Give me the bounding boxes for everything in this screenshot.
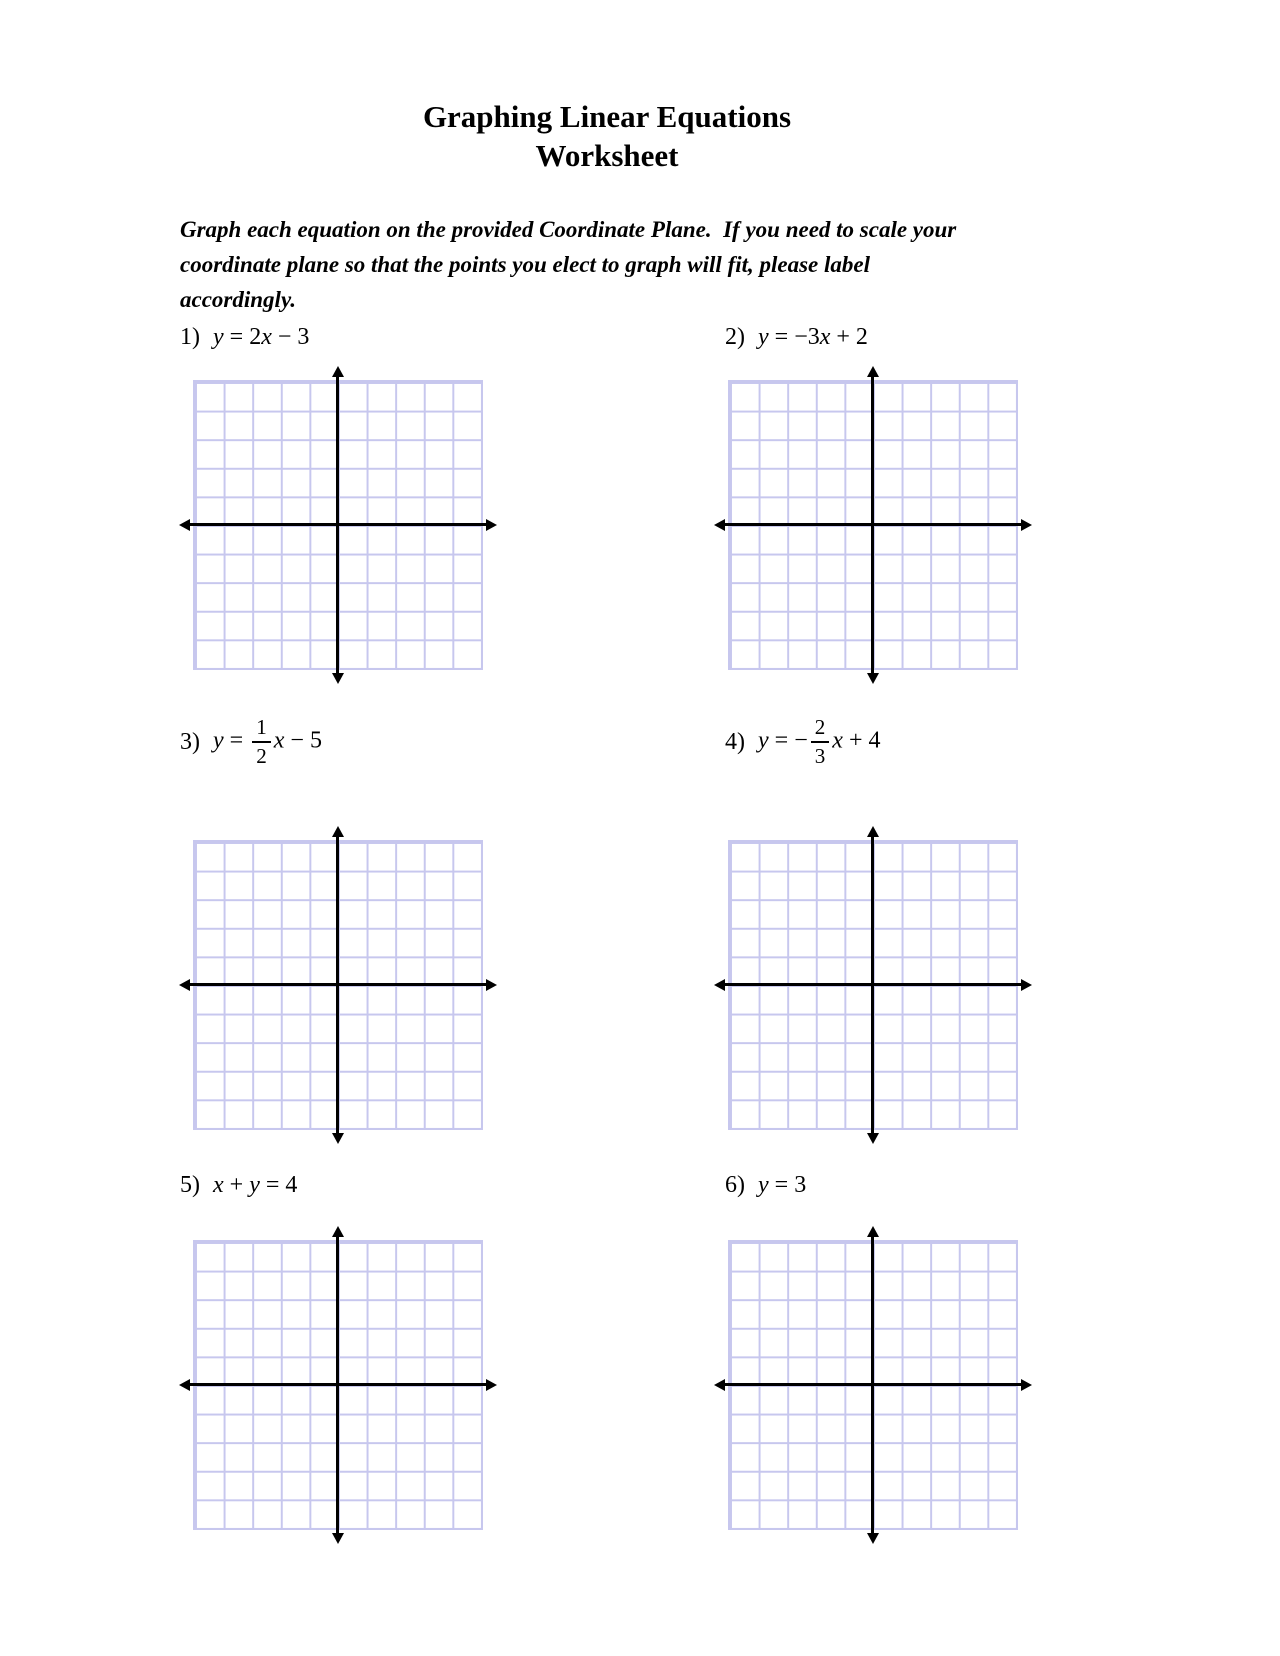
coordinate-plane-3 xyxy=(180,827,496,1143)
x-axis-left-arrow-icon xyxy=(179,519,190,531)
y-axis-up-arrow-icon xyxy=(867,826,879,837)
equation: y = 3 xyxy=(758,1171,807,1198)
y-axis-up-arrow-icon xyxy=(867,366,879,377)
math-variable: x xyxy=(819,323,831,350)
fraction-denominator: 2 xyxy=(256,744,267,768)
problem-number: 3) xyxy=(180,728,200,755)
x-axis-right-arrow-icon xyxy=(486,1379,497,1391)
equation: y = $\frac{1}{2}$ x − 5 xyxy=(213,714,322,768)
math-variable: y xyxy=(758,1171,769,1198)
coordinate-plane-1 xyxy=(180,367,496,683)
worksheet-title-line2: Worksheet xyxy=(535,138,679,173)
math-variable: y xyxy=(758,727,769,754)
y-axis-down-arrow-icon xyxy=(867,673,879,684)
y-axis-down-arrow-icon xyxy=(332,1133,344,1144)
y-axis-down-arrow-icon xyxy=(867,1533,879,1544)
instructions-line-2: coordinate plane so that the points you elect to graph will fit, please label xyxy=(180,252,870,277)
y-axis xyxy=(871,833,874,1137)
y-axis-up-arrow-icon xyxy=(332,826,344,837)
problem-number: 5) xyxy=(180,1171,200,1198)
y-axis-up-arrow-icon xyxy=(332,366,344,377)
problem-number: 4) xyxy=(725,728,745,755)
coordinate-plane-6 xyxy=(715,1227,1031,1543)
equation-row-4 xyxy=(725,698,1095,786)
x-axis-left-arrow-icon xyxy=(179,1379,190,1391)
problem-4 xyxy=(715,698,1095,1128)
y-axis-down-arrow-icon xyxy=(332,1533,344,1544)
fraction xyxy=(811,716,830,768)
y-axis-up-arrow-icon xyxy=(867,1226,879,1237)
instructions-line-1: Graph each equation on the provided Coordinate Plane. If you need to scale your xyxy=(180,217,957,242)
worksheet-title-line1: Graphing Linear Equations xyxy=(422,99,792,134)
x-axis-left-arrow-icon xyxy=(714,979,725,991)
instructions-line-3: accordingly. xyxy=(180,287,297,312)
equation-row-3 xyxy=(180,698,560,786)
equation-row-6 xyxy=(725,1168,1095,1202)
y-axis xyxy=(336,1233,339,1537)
problem-2 xyxy=(715,320,1095,750)
problem-1 xyxy=(180,320,560,750)
equation-row-2 xyxy=(725,320,1095,354)
fraction xyxy=(252,716,271,768)
problem-number: 6) xyxy=(725,1171,745,1198)
x-axis-left-arrow-icon xyxy=(714,519,725,531)
problem-5 xyxy=(180,1168,560,1598)
math-variable: x xyxy=(213,1171,224,1198)
y-axis-down-arrow-icon xyxy=(867,1133,879,1144)
x-axis-right-arrow-icon xyxy=(1021,1379,1032,1391)
y-axis xyxy=(336,833,339,1137)
fraction-numerator: 1 xyxy=(252,716,271,743)
x-axis-right-arrow-icon xyxy=(486,979,497,991)
math-variable: x xyxy=(261,323,272,350)
math-variable: x xyxy=(832,727,843,754)
math-variable: y xyxy=(249,1171,260,1198)
equation: y = −3x + 2 xyxy=(758,323,868,350)
coordinate-plane-2 xyxy=(715,367,1031,683)
x-axis-right-arrow-icon xyxy=(486,519,497,531)
problem-3 xyxy=(180,698,560,1128)
y-axis xyxy=(871,1233,874,1537)
problem-number: 2) xyxy=(725,323,745,350)
y-axis xyxy=(336,373,339,677)
equation: y = 2x − 3 xyxy=(213,323,310,350)
equation: x + y = 4 xyxy=(213,1171,298,1198)
y-axis xyxy=(871,373,874,677)
math-variable: x xyxy=(273,727,285,754)
x-axis-right-arrow-icon xyxy=(1021,979,1032,991)
fraction-numerator: 2 xyxy=(811,716,830,743)
x-axis-right-arrow-icon xyxy=(1021,519,1032,531)
problem-number: 1) xyxy=(180,323,200,350)
equation: y = − $\frac{2}{3}$ x + 4 xyxy=(758,714,881,768)
problem-6 xyxy=(715,1168,1095,1598)
math-variable: y xyxy=(758,323,769,350)
fraction-denominator: 3 xyxy=(814,744,826,768)
math-variable: y xyxy=(213,727,224,754)
x-axis-left-arrow-icon xyxy=(714,1379,725,1391)
y-axis-down-arrow-icon xyxy=(332,673,344,684)
coordinate-plane-5 xyxy=(180,1227,496,1543)
math-variable: y xyxy=(213,323,224,350)
coordinate-plane-4 xyxy=(715,827,1031,1143)
equation-row-1 xyxy=(180,320,560,354)
y-axis-up-arrow-icon xyxy=(332,1226,344,1237)
x-axis-left-arrow-icon xyxy=(179,979,190,991)
equation-row-5 xyxy=(180,1168,560,1202)
